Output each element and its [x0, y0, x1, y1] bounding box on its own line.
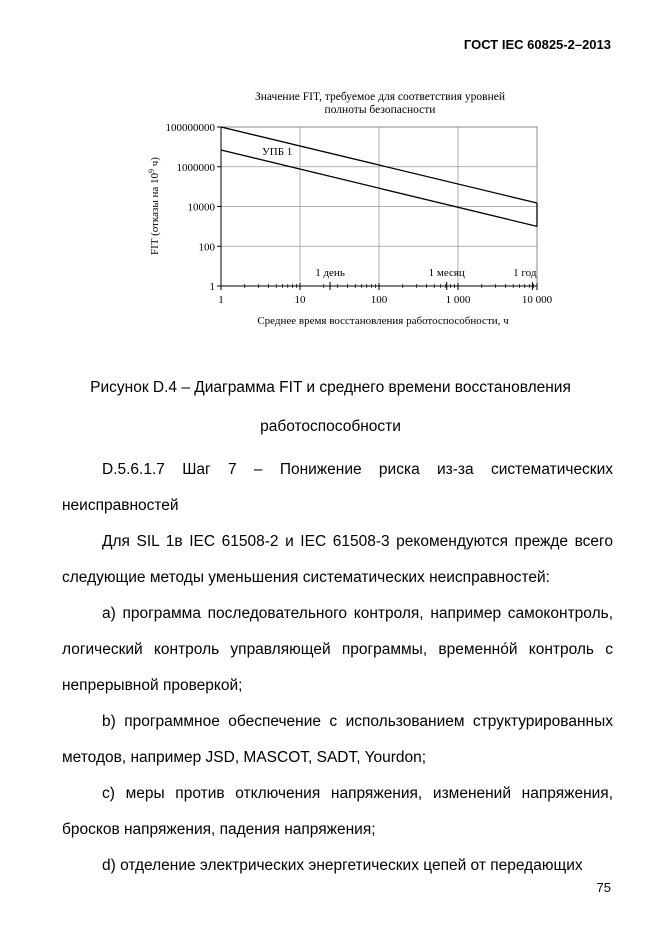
list-item-d: d) отделение электрических энергетических цепей от передающих — [102, 857, 583, 874]
y-tick-label: 100 — [198, 241, 215, 254]
chart-svg — [0, 80, 661, 340]
time-marker-label: 1 месяц — [428, 267, 465, 279]
document-code: ГОСТ IEC 60825-2–2013 — [463, 37, 611, 52]
x-axis-label: Среднее время восстановления работоспособности, ч — [257, 315, 509, 327]
time-marker-label: 1 день — [315, 267, 345, 279]
fit-chart-figure — [0, 80, 661, 340]
y-axis-label-suffix: ч) — [149, 157, 161, 169]
band-label: УПБ 1 — [262, 146, 293, 158]
chart-title-line-1: Значение FIT, требуемое для соответствия уровней — [254, 91, 505, 103]
y-tick-label: 10000 — [187, 201, 215, 214]
list-item-c: с) меры против отключения напряжения, изменений напряжения, бросков напряжения, падения напряжения; — [62, 785, 613, 838]
x-tick-label: 10 — [294, 294, 306, 306]
caption-line-2: работоспособности — [260, 418, 401, 435]
chart-title-line-2: полноты безопасности — [324, 104, 436, 116]
caption-line-1: Рисунок D.4 – Диаграмма FIT и среднего времени восстановления — [90, 379, 571, 396]
y-axis-label-prefix: FIT (отказы на 10 — [149, 173, 161, 255]
x-tick-label: 10 000 — [521, 294, 553, 306]
x-tick-label: 100 — [370, 294, 388, 306]
time-marker-label: 1 год — [513, 267, 537, 279]
paragraph-sil1-methods: Для SIL 1в IEC 61508-2 и IEC 61508-3 рекомендуются прежде всего следующие методы уменьшения систематических неисправностей: — [62, 533, 613, 586]
figure-caption — [0, 368, 661, 446]
page-number: 75 — [596, 880, 611, 895]
list-item-a: а) программа последовательного контроля, например самоконтроль, логический контроль управляющей программы, временно́й контроль с непрерывной проверкой; — [62, 605, 613, 694]
y-axis-label-exponent: 9 — [147, 169, 156, 173]
x-tick-label: 1 000 — [445, 294, 471, 306]
body-text — [62, 452, 613, 884]
y-axis-label — [147, 157, 161, 255]
y-tick-label: 1 — [209, 281, 215, 293]
x-tick-label: 1 — [218, 294, 224, 306]
list-item-b: b) программное обеспечение с использованием структурированных методов, например JSD, MASCOT, SADT, Yourdon; — [62, 713, 613, 766]
y-tick-label: 100000000 — [165, 122, 215, 134]
y-tick-label: 1000000 — [176, 161, 215, 174]
paragraph-step-7: D.5.6.1.7 Шаг 7 – Понижение риска из-за систематических неисправностей — [62, 461, 613, 514]
